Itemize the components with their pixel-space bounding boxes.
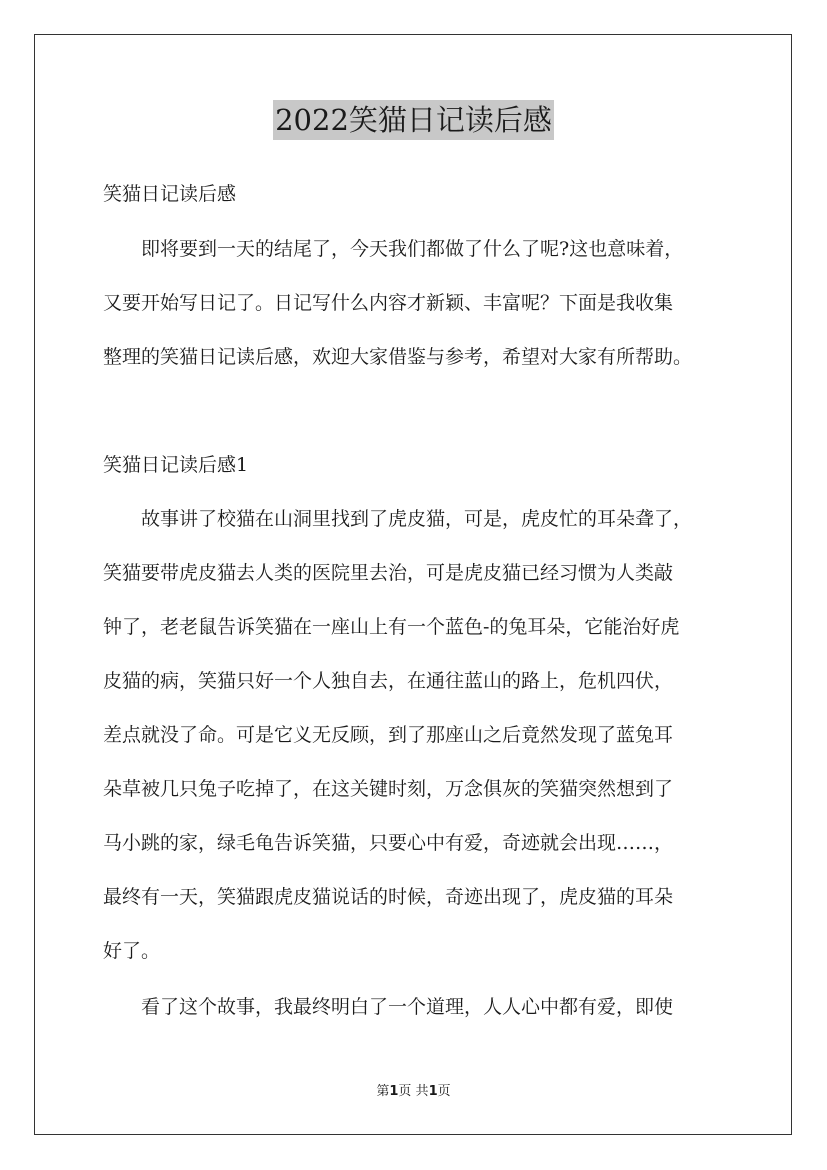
title-container: [0, 100, 827, 140]
section-line: 好了。: [103, 940, 161, 962]
section-line: 笑猫要带虎皮猫去人类的医院里去治，可是虎皮猫已经习惯为人类敲: [103, 562, 674, 584]
document-subtitle: 笑猫日记读后感: [103, 183, 237, 205]
section-line: 差点就没了命。可是它义无反顾，到了那座山之后竟然发现了蓝兔耳: [103, 724, 674, 746]
page-prefix: 第: [376, 1084, 390, 1099]
page-current: 1: [389, 1084, 399, 1099]
section-heading: 笑猫日记读后感1: [103, 454, 249, 476]
intro-line: 即将要到一天的结尾了，今天我们都做了什么了呢?这也意味着，: [141, 238, 684, 260]
page-total: 1: [428, 1084, 438, 1099]
document-title: 2022笑猫日记读后感: [273, 100, 554, 140]
section-line: 皮猫的病，笑猫只好一个人独自去，在通往蓝山的路上，危机四伏，: [103, 670, 674, 692]
intro-line: 又要开始写日记了。日记写什么内容才新颖、丰富呢？下面是我收集: [103, 292, 674, 314]
section-line: 故事讲了校猫在山洞里找到了虎皮猫，可是，虎皮忙的耳朵聋了，: [141, 508, 693, 530]
page-suffix: 页: [437, 1084, 451, 1099]
page-mid: 页 共: [398, 1084, 429, 1099]
page-footer: [0, 1082, 827, 1102]
section-line: 朵草被几只兔子吃掉了，在这关键时刻，万念俱灰的笑猫突然想到了: [103, 778, 674, 800]
section-line: 最终有一天，笑猫跟虎皮猫说话的时候，奇迹出现了，虎皮猫的耳朵: [103, 886, 674, 908]
section-line: 马小跳的家，绿毛龟告诉笑猫，只要心中有爱，奇迹就会出现……，: [103, 832, 674, 854]
section-line: 看了这个故事，我最终明白了一个道理，人人心中都有爱，即使: [141, 996, 674, 1018]
section-line: 钟了，老老鼠告诉笑猫在一座山上有一个蓝色-的兔耳朵，它能治好虎: [103, 616, 680, 638]
intro-line: 整理的笑猫日记读后感，欢迎大家借鉴与参考，希望对大家有所帮助。: [103, 346, 693, 368]
